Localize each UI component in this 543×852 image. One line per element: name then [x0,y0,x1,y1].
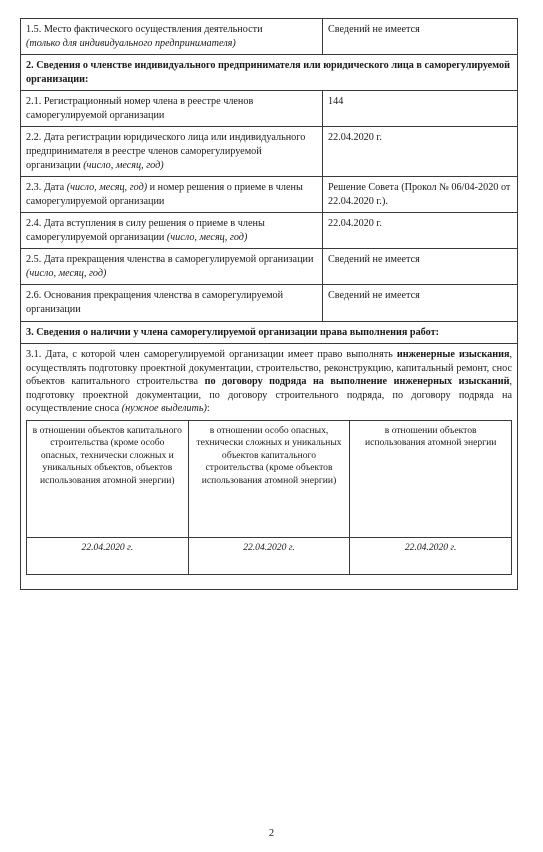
row-2-5-label [21,249,323,285]
row-3-1-cell [21,344,518,590]
row-2-4-value: 22.04.2020 г. [323,213,518,249]
row-2-3-label-a: 2.3. Дата [26,182,65,194]
row-2-5-label-note: (число, месяц, год) [26,267,107,279]
row-2-2-label-note: (число, месяц, год) [83,159,164,171]
row-2-6 [21,285,518,321]
row-2-2-label [21,127,323,177]
work-rights-table-wrap [26,416,512,585]
row-1-5-value: Сведений не имеется [323,19,518,55]
row-2-3 [21,177,518,213]
row-2-2-label-main: 2.2. Дата регистрации юридического лица или индивидуального предпринимателя в реестре членов саморегулируемой организации [26,132,306,171]
section-3-heading: 3. Сведения о наличии у члена саморегулируемой организации права выполнения работ: [21,321,518,344]
row-2-6-label: 2.6. Основания прекращения членства в саморегулируемой организации [21,285,323,321]
row-2-4-label-note: (число, месяц, год) [166,231,248,243]
row-3-1-text-g: : [206,403,210,415]
section-3-heading-row [21,321,518,344]
row-3-1 [21,344,518,590]
row-2-5 [21,249,518,285]
work-rights-col-2: в отношении особо опасных, технически сложных и уникальных объектов капитального строительства (кроме объектов использования атомной энергии) [188,420,350,537]
section-2-heading: 2. Сведения о членстве индивидуального предпринимателя или юридического лица в саморегулируемой организации: [21,55,518,91]
row-3-1-text-b: инженерные изыскания [396,349,510,361]
row-2-3-value: Решение Совета (Прокол № 06/04-2020 от 22.04.2020 г.). [323,177,518,213]
row-3-1-text-c: , осуществлять подготовку проектной документации, строительство, реконструкцию, капитальный ремонт, снос объектов капитального строительства [26,349,512,388]
registry-extract-table [20,18,518,590]
row-2-3-label-note: (число, месяц, год) [66,182,148,194]
work-rights-dates-row [27,537,512,574]
row-2-6-value: Сведений не имеется [323,285,518,321]
work-rights-date-2: 22.04.2020 г. [188,537,350,574]
row-3-1-text [26,348,512,416]
row-2-1 [21,91,518,127]
row-2-3-label-b: и номер решения о приеме в члены саморегулируемой организации [26,182,303,207]
row-2-4-label [21,213,323,249]
row-1-5 [21,19,518,55]
row-3-1-text-d: по договору подряда на выполнение инженерных изысканий [204,376,510,388]
page-number: 2 [268,828,275,839]
work-rights-col-3: в отношении объектов использования атомной энергии [350,420,512,537]
row-2-1-label: 2.1. Регистрационный номер члена в реестре членов саморегулируемой организации [21,91,323,127]
work-rights-date-3: 22.04.2020 г. [350,537,512,574]
section-2-heading-row [21,55,518,91]
row-3-1-text-a: 3.1. Дата, с которой член саморегулируемой организации имеет право выполнять [26,349,393,361]
work-rights-table [26,420,512,575]
row-2-2-value: 22.04.2020 г. [323,127,518,177]
row-1-5-label [21,19,323,55]
row-1-5-label-note: (только для индивидуального предпринимателя) [26,37,236,49]
row-1-5-label-main: 1.5. Место фактического осуществления деятельности [26,24,263,35]
row-2-3-label [21,177,323,213]
row-2-1-value: 144 [323,91,518,127]
row-2-4 [21,213,518,249]
row-2-5-value: Сведений не имеется [323,249,518,285]
row-2-2 [21,127,518,177]
row-3-1-text-f: (нужное выделить) [121,403,207,415]
row-3-1-text-e: , подготовку проектной документации, по договору строительного подряда, по договору подряда на осуществление сноса [26,376,512,415]
work-rights-header-row [27,420,512,537]
work-rights-date-1: 22.04.2020 г. [27,537,189,574]
row-2-5-label-main: 2.5. Дата прекращения членства в саморегулируемой организации [26,254,314,266]
row-2-4-label-main: 2.4. Дата вступления в силу решения о приеме в члены саморегулируемой организации [26,218,265,243]
work-rights-col-1: в отношении объектов капитального строительства (кроме особо опасных, технически сложных и уникальных объектов, объектов использования атомной энергии) [27,420,189,537]
